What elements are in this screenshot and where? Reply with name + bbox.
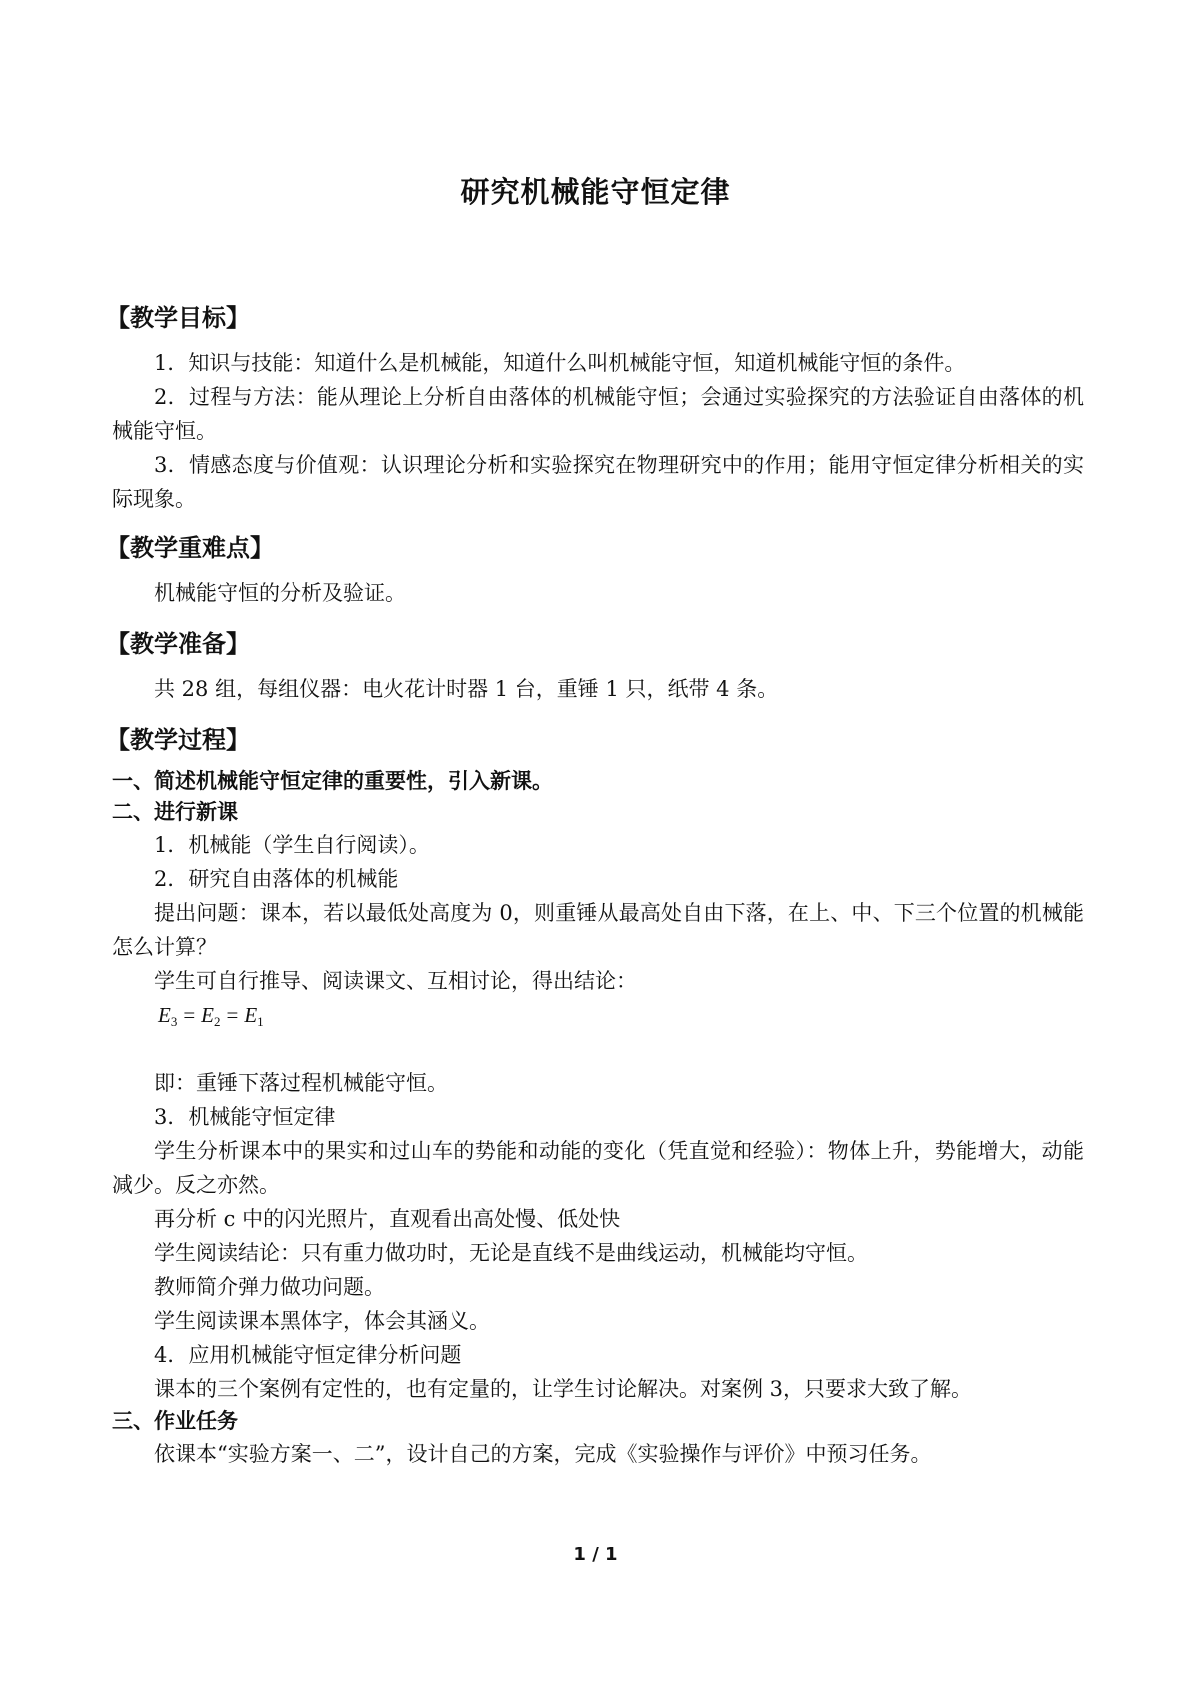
process-heading: 【教学过程】 [106,726,250,754]
process-question: 提出问题：课本，若以最低处高度为 0，则重锤从最高处自由下落，在上、中、下三个位置的机械能怎么计算？ [112,901,1084,959]
keypoints-heading: 【教学重难点】 [106,534,274,562]
formula-e: E [244,1003,258,1027]
formula-e: E [201,1003,214,1027]
preparation-text: 共 28 组，每组仪器：电火花计时器 1 台，重锤 1 只，纸带 4 条。 [154,677,779,701]
process-photo: 再分析 c 中的闪光照片，直观看出高处慢、低处快 [154,1207,621,1231]
process-item-4: 4．应用机械能守恒定律分析问题 [154,1343,462,1367]
process-item-3: 3．机械能守恒定律 [154,1105,336,1129]
process-cases: 课本的三个案例有定性的，也有定量的，让学生讨论解决。对案例 3，只要求大致了解。 [154,1377,973,1401]
objective-item: 2．过程与方法：能从理论上分析自由落体的机械能守恒；会通过实验探究的方法验证自由落体的机械能守恒。 [112,385,1084,443]
process-discussion: 学生可自行推导、阅读课文、互相讨论，得出结论： [154,969,637,993]
process-item-2: 2．研究自由落体的机械能 [154,867,399,891]
formula-equals: = [183,1003,196,1027]
objective-item: 3．情感态度与价值观：认识理论分析和实验探究在物理研究中的作用；能用守恒定律分析相关的实际现象。 [112,453,1084,511]
preparation-heading: 【教学准备】 [106,630,250,658]
process-conclusion: 即：重锤下落过程机械能守恒。 [154,1071,448,1095]
process-item-1: 1．机械能（学生自行阅读）。 [154,833,430,857]
page-title: 研究机械能守恒定律 [460,175,731,209]
process-homework: 依课本“实验方案一、二”，设计自己的方案，完成《实验操作与评价》中预习任务。 [154,1442,932,1466]
process-spring: 教师简介弹力做功问题。 [154,1275,385,1299]
process-part-3: 三、作业任务 [112,1409,238,1433]
formula-sub-3: 3 [170,1014,178,1029]
energy-formula [112,998,1084,1066]
formula-sub-1: 1 [257,1014,264,1029]
process-part-2: 二、进行新课 [112,800,238,824]
formula-equals: = [226,1003,239,1027]
objective-item: 1．知识与技能：知道什么是机械能，知道什么叫机械能守恒，知道机械能守恒的条件。 [154,351,966,375]
process-bold-text: 学生阅读课本黑体字，体会其涵义。 [154,1309,490,1333]
process-reading: 学生阅读结论：只有重力做功时，无论是直线不是曲线运动，机械能均守恒。 [154,1241,868,1265]
formula-e: E [158,1003,171,1027]
page-number: 1 / 1 [573,1544,618,1565]
formula-sub-2: 2 [214,1014,221,1029]
process-part-1: 一、简述机械能守恒定律的重要性，引入新课。 [112,769,553,793]
objectives-heading: 【教学目标】 [106,304,250,332]
keypoints-text: 机械能守恒的分析及验证。 [154,581,406,605]
process-analysis: 学生分析课本中的果实和过山车的势能和动能的变化（凭直觉和经验）：物体上升，势能增大，动能减少。反之亦然。 [112,1139,1084,1197]
document-body [106,300,1084,1471]
